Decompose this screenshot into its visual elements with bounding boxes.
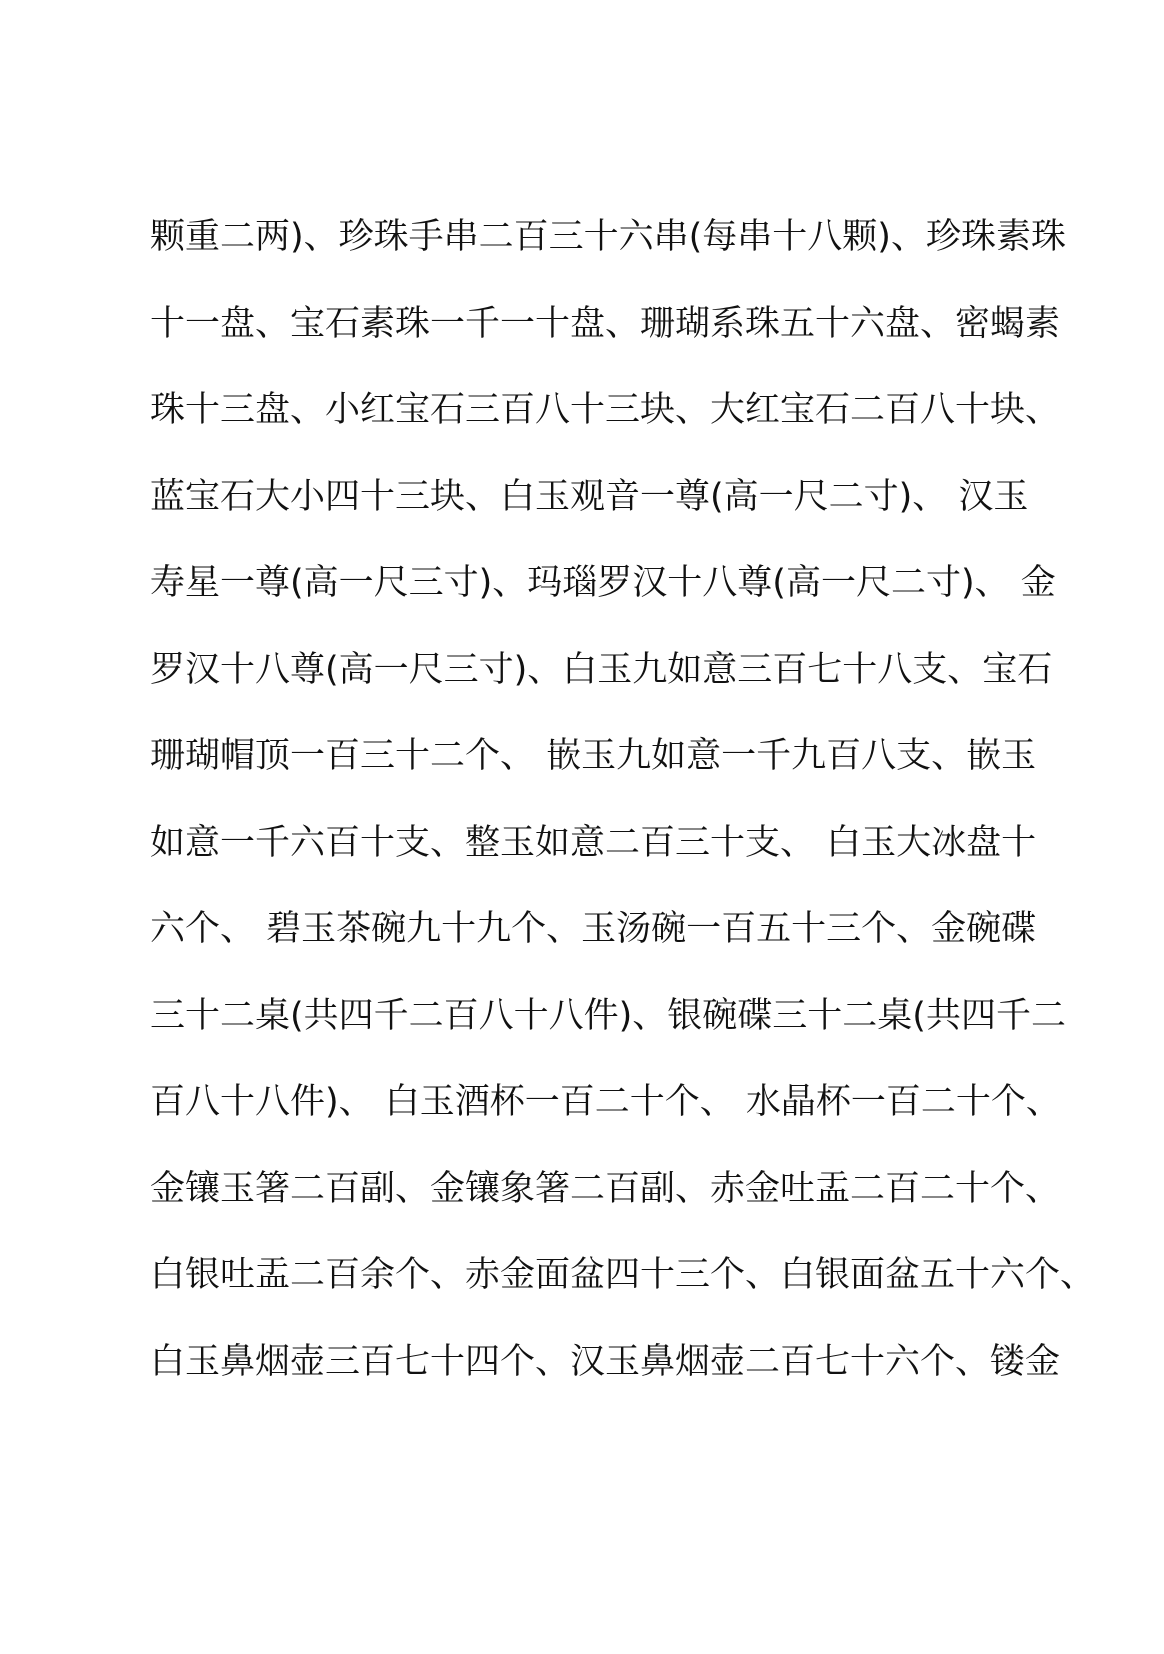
text-line: 如意一千六百十支、整玉如意二百三十支、 白玉大冰盘十 [150,822,1037,863]
text-line: 十一盘、宝石素珠一千一十盘、珊瑚系珠五十六盘、密蝎素 [150,303,1061,344]
body-text [150,212,1096,1423]
text-line: 白玉鼻烟壶三百七十四个、汉玉鼻烟壶二百七十六个、镂金 [150,1341,1061,1382]
text-line: 白银吐盂二百余个、赤金面盆四十三个、白银面盆五十六个、 [150,1255,1096,1295]
text-line: 蓝宝石大小四十三块、白玉观音一尊(高一尺二寸)、 汉玉 [150,476,1029,517]
text-line: 颗重二两)、珍珠手串二百三十六串(每串十八颗)、珍珠素珠 [150,217,1066,257]
text-line: 三十二桌(共四千二百八十八件)、银碗碟三十二桌(共四千二 [150,995,1066,1036]
text-line: 珠十三盘、小红宝石三百八十三块、大红宝石二百八十块、 [150,390,1061,430]
text-line: 六个、 碧玉茶碗九十九个、玉汤碗一百五十三个、金碗碟 [150,909,1037,949]
text-line: 百八十八件)、 白玉酒杯一百二十个、 水晶杯一百二十个、 [150,1082,1061,1122]
text-line: 罗汉十八尊(高一尺三寸)、白玉九如意三百七十八支、宝石 [150,649,1053,690]
text-line: 金镶玉箸二百副、金镶象箸二百副、赤金吐盂二百二十个、 [150,1168,1061,1209]
text-line: 珊瑚帽顶一百三十二个、 嵌玉九如意一千九百八支、嵌玉 [150,736,1037,776]
text-line: 寿星一尊(高一尺三寸)、玛瑙罗汉十八尊(高一尺二寸)、 金 [150,563,1056,603]
